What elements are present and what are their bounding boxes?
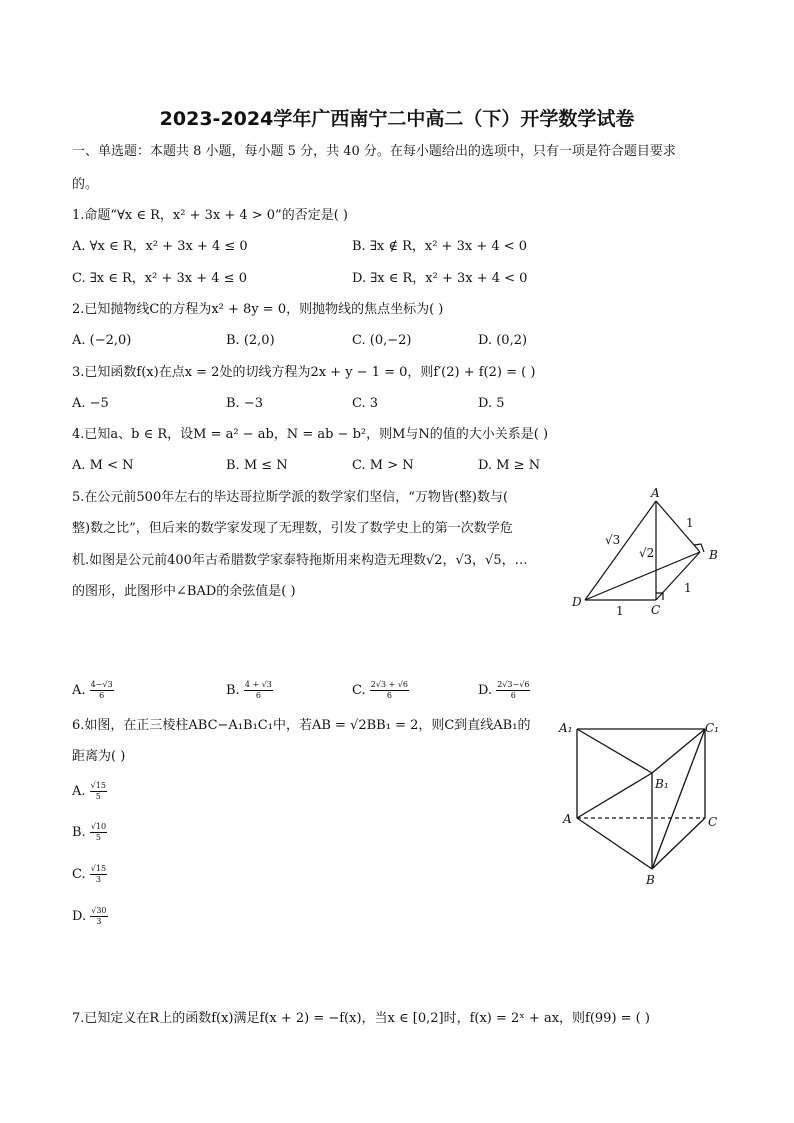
q6-stem-line1: 6.如图，在正三棱柱ABC−A₁B₁C₁中，若AB = √2BB₁ = 2，则C到直线AB₁的 bbox=[72, 718, 531, 733]
q5-figure bbox=[560, 482, 740, 622]
q6-option-b-den: 5 bbox=[95, 833, 102, 842]
q2-option-b: B. (2,0) bbox=[226, 333, 275, 348]
q3-option-a: A. −5 bbox=[72, 396, 109, 411]
q6-figure-label-c: C bbox=[708, 815, 718, 829]
q1-stem: 1.命题“∀x ∈ R，x² + 3x + 4 > 0”的否定是( ) bbox=[72, 208, 348, 223]
q6-stem-line2: 距离为( ) bbox=[72, 749, 126, 764]
q6-option-d-label: D. bbox=[72, 909, 87, 924]
q5-figure-label-c: C bbox=[651, 603, 661, 617]
q3-option-b: B. −3 bbox=[226, 396, 263, 411]
q5-figure-len-ac: √2 bbox=[639, 546, 655, 560]
q1-option-d: D. ∃x ∈ R，x² + 3x + 4 < 0 bbox=[352, 271, 528, 286]
q3-option-c: C. 3 bbox=[352, 396, 379, 411]
q6-option-c-label: C. bbox=[72, 867, 86, 882]
q4-option-a: A. M < N bbox=[72, 458, 134, 473]
q3-option-d: D. 5 bbox=[478, 396, 505, 411]
q6-option-b bbox=[72, 822, 107, 843]
q6-option-c-num: √15 bbox=[90, 864, 107, 873]
q7-stem: 7.已知定义在R上的函数f(x)满足f(x + 2) = −f(x)，当x ∈ [0,2]时，f(x) = 2ˣ + ax，则f(99) = ( ) bbox=[72, 1011, 650, 1026]
q5-option-d bbox=[478, 680, 530, 701]
q1-option-a: A. ∀x ∈ R，x² + 3x + 4 ≤ 0 bbox=[72, 239, 248, 254]
q6-option-c-den: 3 bbox=[95, 875, 101, 884]
q6-figure-label-b1: B₁ bbox=[655, 777, 669, 791]
q4-stem: 4.已知a、b ∈ R，设M = a² − ab，N = ab − b²，则M与N的值的大小关系是( ) bbox=[72, 427, 549, 442]
q6-figure-label-a1: A₁ bbox=[559, 721, 573, 735]
q6-option-d-den: 3 bbox=[96, 917, 102, 926]
page-title: 2023-2024学年广西南宁二中高二（下）开学数学试卷 bbox=[159, 108, 635, 130]
q4-option-c: C. M > N bbox=[352, 458, 414, 473]
q2-option-a: A. (−2,0) bbox=[72, 333, 132, 348]
q5-option-a-num: 4−√3 bbox=[90, 680, 113, 689]
section-heading: 一、单选题：本题共 8 小题，每小题 5 分，共 40 分。在每小题给出的选项中，只有一项是符合题目要求 bbox=[72, 144, 676, 159]
q5-figure-label-b: B bbox=[709, 548, 718, 562]
q5-option-a-den: 6 bbox=[99, 691, 105, 700]
q5-figure-label-d: D bbox=[572, 595, 582, 609]
q5-option-b bbox=[226, 680, 273, 701]
q4-option-d: D. M ≥ N bbox=[478, 458, 541, 473]
q3-stem: 3.已知函数f(x)在点x = 2处的切线方程为2x + y − 1 = 0，则f′(2) + f(2) = ( ) bbox=[72, 365, 536, 380]
q6-figure-label-b: B bbox=[646, 873, 655, 887]
q6-figure-label-a: A bbox=[563, 812, 572, 826]
q5-stem-line1: 5.在公元前500年左右的毕达哥拉斯学派的数学家们坚信，“万物皆(整)数与( bbox=[72, 490, 509, 505]
q6-option-a-label: A. bbox=[72, 784, 86, 799]
q5-option-b-num: 4 + √3 bbox=[244, 680, 272, 689]
q4-option-b: B. M ≤ N bbox=[226, 458, 288, 473]
q5-option-a-label: A. bbox=[72, 683, 86, 698]
q5-option-d-den: 6 bbox=[510, 691, 516, 700]
q2-stem: 2.已知抛物线C的方程为x² + 8y = 0，则抛物线的焦点坐标为( ) bbox=[72, 302, 444, 317]
q5-option-c-num: 2√3 + √6 bbox=[370, 680, 409, 689]
q6-option-b-label: B. bbox=[72, 825, 86, 840]
q1-option-b: B. ∃x ∉ R，x² + 3x + 4 < 0 bbox=[352, 239, 528, 254]
q5-figure-len-ad: √3 bbox=[605, 533, 621, 547]
q5-option-c-label: C. bbox=[352, 683, 366, 698]
q6-option-d bbox=[72, 906, 108, 927]
q6-option-a bbox=[72, 781, 107, 802]
q5-stem-line4: 的图形，此图形中∠BAD的余弦值是( ) bbox=[72, 584, 296, 599]
q5-option-a bbox=[72, 680, 114, 701]
section-heading-cont: 的。 bbox=[72, 177, 99, 192]
q5-stem-line3: 机.如图是公元前400年古希腊数学家泰特拖斯用来构造无理数√2，√3，√5，… bbox=[72, 553, 528, 568]
q5-option-d-label: D. bbox=[478, 683, 493, 698]
q5-option-d-num: 2√3−√6 bbox=[497, 680, 530, 689]
q5-figure-len-ab: 1 bbox=[686, 516, 694, 530]
q5-option-c-den: 6 bbox=[386, 691, 392, 700]
q6-option-d-num: √30 bbox=[91, 906, 107, 915]
q6-figure-label-c1: C₁ bbox=[705, 721, 719, 735]
q5-figure-len-bc: 1 bbox=[684, 581, 692, 595]
q5-figure-len-dc: 1 bbox=[616, 604, 624, 618]
q2-option-c: C. (0,−2) bbox=[352, 333, 412, 348]
q6-option-a-den: 5 bbox=[95, 792, 101, 801]
q5-option-b-label: B. bbox=[226, 683, 240, 698]
q5-option-b-den: 6 bbox=[255, 691, 261, 700]
q5-stem-line2: 整)数之比”，但后来的数学家发现了无理数，引发了数学史上的第一次数学危 bbox=[72, 521, 513, 536]
q1-option-c: C. ∃x ∈ R，x² + 3x + 4 ≤ 0 bbox=[72, 271, 247, 286]
q6-figure bbox=[555, 712, 735, 892]
q6-option-c bbox=[72, 864, 107, 885]
q2-option-d: D. (0,2) bbox=[478, 333, 528, 348]
q6-option-b-num: √10 bbox=[90, 822, 107, 831]
q5-option-c bbox=[352, 680, 409, 701]
q6-option-a-num: √15 bbox=[90, 781, 106, 790]
q5-figure-label-a: A bbox=[651, 486, 660, 500]
